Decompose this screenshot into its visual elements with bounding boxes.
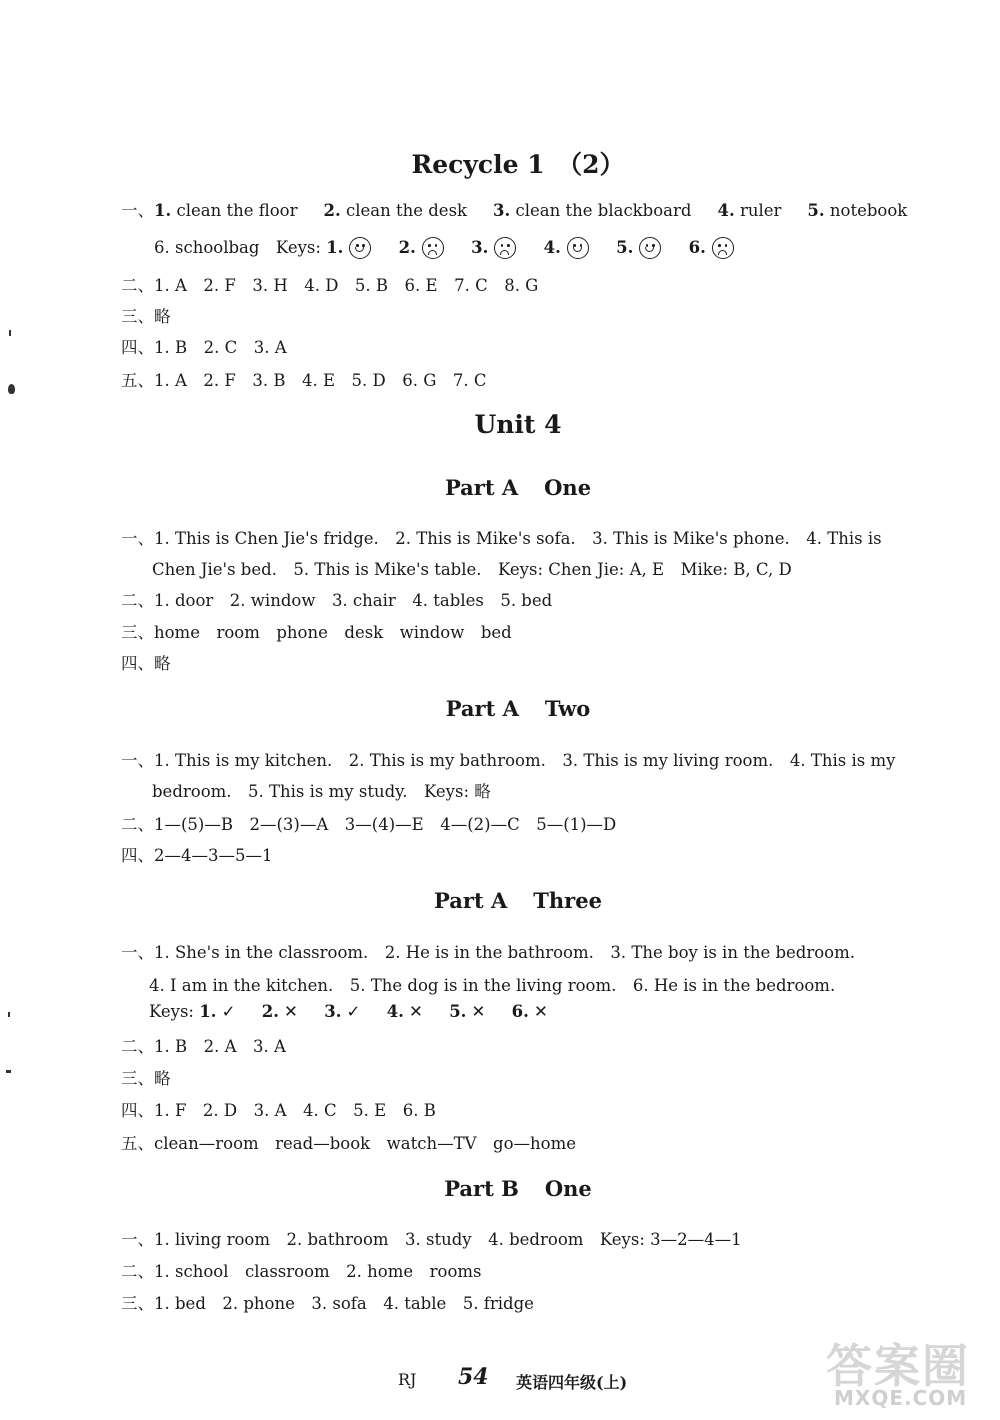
part-a-one-line3: 二、1. door 2. window 3. chair 4. tables 5. bed (121, 591, 553, 610)
happy-face-icon (639, 237, 661, 259)
part-a-two-line3: 二、1—(5)—B 2—(3)—A 3—(4)—E 4—(2)—C 5—(1)—D (121, 815, 617, 834)
part-a-three-keys: Keys: 1. ✓ 2. ✕ 3. ✓ 4. ✕ 5. ✕ 6. ✕ (149, 1002, 548, 1021)
part-b-one-line2: 二、1. school classroom 2. home rooms (121, 1262, 482, 1281)
watermark-logo: 答案圈 MXQE.COM (826, 1339, 970, 1410)
check-mark-icon: ✓ (221, 1002, 236, 1021)
part-a-one-line1: 一、1. This is Chen Jie's fridge. 2. This is Mike's sofa. 3. This is Mike's phone. 4. This is (121, 529, 882, 548)
scan-speck (6, 1070, 11, 1073)
part-b-one-line3: 三、1. bed 2. phone 3. sofa 4. table 5. fridge (121, 1294, 534, 1313)
part-a-one-line5: 四、略 (121, 654, 171, 673)
recycle-s4: 四、1. B 2. C 3. A (121, 338, 287, 357)
footer-edition: RJ (398, 1370, 417, 1389)
scan-speck (9, 330, 11, 336)
part-a-two-heading: Part A Two (445, 696, 591, 721)
part-a-three-line6: 四、1. F 2. D 3. A 4. C 5. E 6. B (121, 1101, 436, 1120)
recycle-title: Recycle 1 （2） (411, 150, 625, 179)
part-a-three-line4: 二、1. B 2. A 3. A (121, 1037, 286, 1056)
recycle-s5: 五、1. A 2. F 3. B 4. E 5. D 6. G 7. C (121, 371, 487, 390)
happy-face-icon (567, 237, 589, 259)
unit-title: Unit 4 (474, 410, 562, 439)
part-a-two-line1: 一、1. This is my kitchen. 2. This is my bathroom. 3. This is my living room. 4. This is my (121, 751, 896, 770)
cross-mark-icon: ✕ (533, 1002, 548, 1021)
part-a-two-line4: 四、2—4—3—5—1 (121, 846, 273, 865)
part-b-one-line1: 一、1. living room 2. bathroom 3. study 4. bedroom Keys: 3—2—4—1 (121, 1230, 742, 1249)
scan-speck (8, 384, 15, 394)
part-a-three-heading: Part A Three (434, 888, 602, 913)
sad-face-icon (422, 237, 444, 259)
part-a-three-line2: 4. I am in the kitchen. 5. The dog is in the living room. 6. He is in the bedroom. (149, 976, 836, 995)
part-a-one-line2: Chen Jie's bed. 5. This is Mike's table. Keys: Chen Jie: A, E Mike: B, C, D (152, 560, 792, 579)
footer-book-title: 英语四年级(上) (516, 1373, 628, 1392)
part-a-one-heading: Part A One (444, 475, 592, 500)
check-mark-icon: ✓ (346, 1002, 361, 1021)
part-a-three-line5: 三、略 (121, 1069, 171, 1088)
recycle-s2: 二、1. A 2. F 3. H 4. D 5. B 6. E 7. C 8. G (121, 276, 539, 295)
recycle-s3: 三、略 (121, 307, 171, 326)
part-a-one-line4: 三、home room phone desk window bed (121, 623, 512, 642)
cross-mark-icon: ✕ (284, 1002, 298, 1021)
cross-mark-icon: ✕ (409, 1002, 423, 1021)
part-a-two-line2: bedroom. 5. This is my study. Keys: 略 (152, 782, 491, 801)
sad-face-icon (494, 237, 516, 259)
sad-face-icon (712, 237, 734, 259)
part-b-one-heading: Part B One (444, 1176, 592, 1201)
recycle-s1-line1: 一、1. clean the floor 2. clean the desk 3. clean the blackboard 4. ruler 5. notebook (121, 201, 908, 220)
page-number: 54 (458, 1364, 489, 1390)
recycle-s1-line2: 6. schoolbag Keys: 1. 2. 3. 4. 5. 6. (154, 234, 756, 259)
cross-mark-icon: ✕ (471, 1002, 486, 1021)
part-a-three-line7: 五、clean—room read—book watch—TV go—home (121, 1134, 576, 1153)
part-a-three-line1: 一、1. She's in the classroom. 2. He is in the bathroom. 3. The boy is in the bedroom. (121, 943, 856, 962)
scan-speck (8, 1012, 10, 1017)
happy-face-icon (349, 237, 371, 259)
